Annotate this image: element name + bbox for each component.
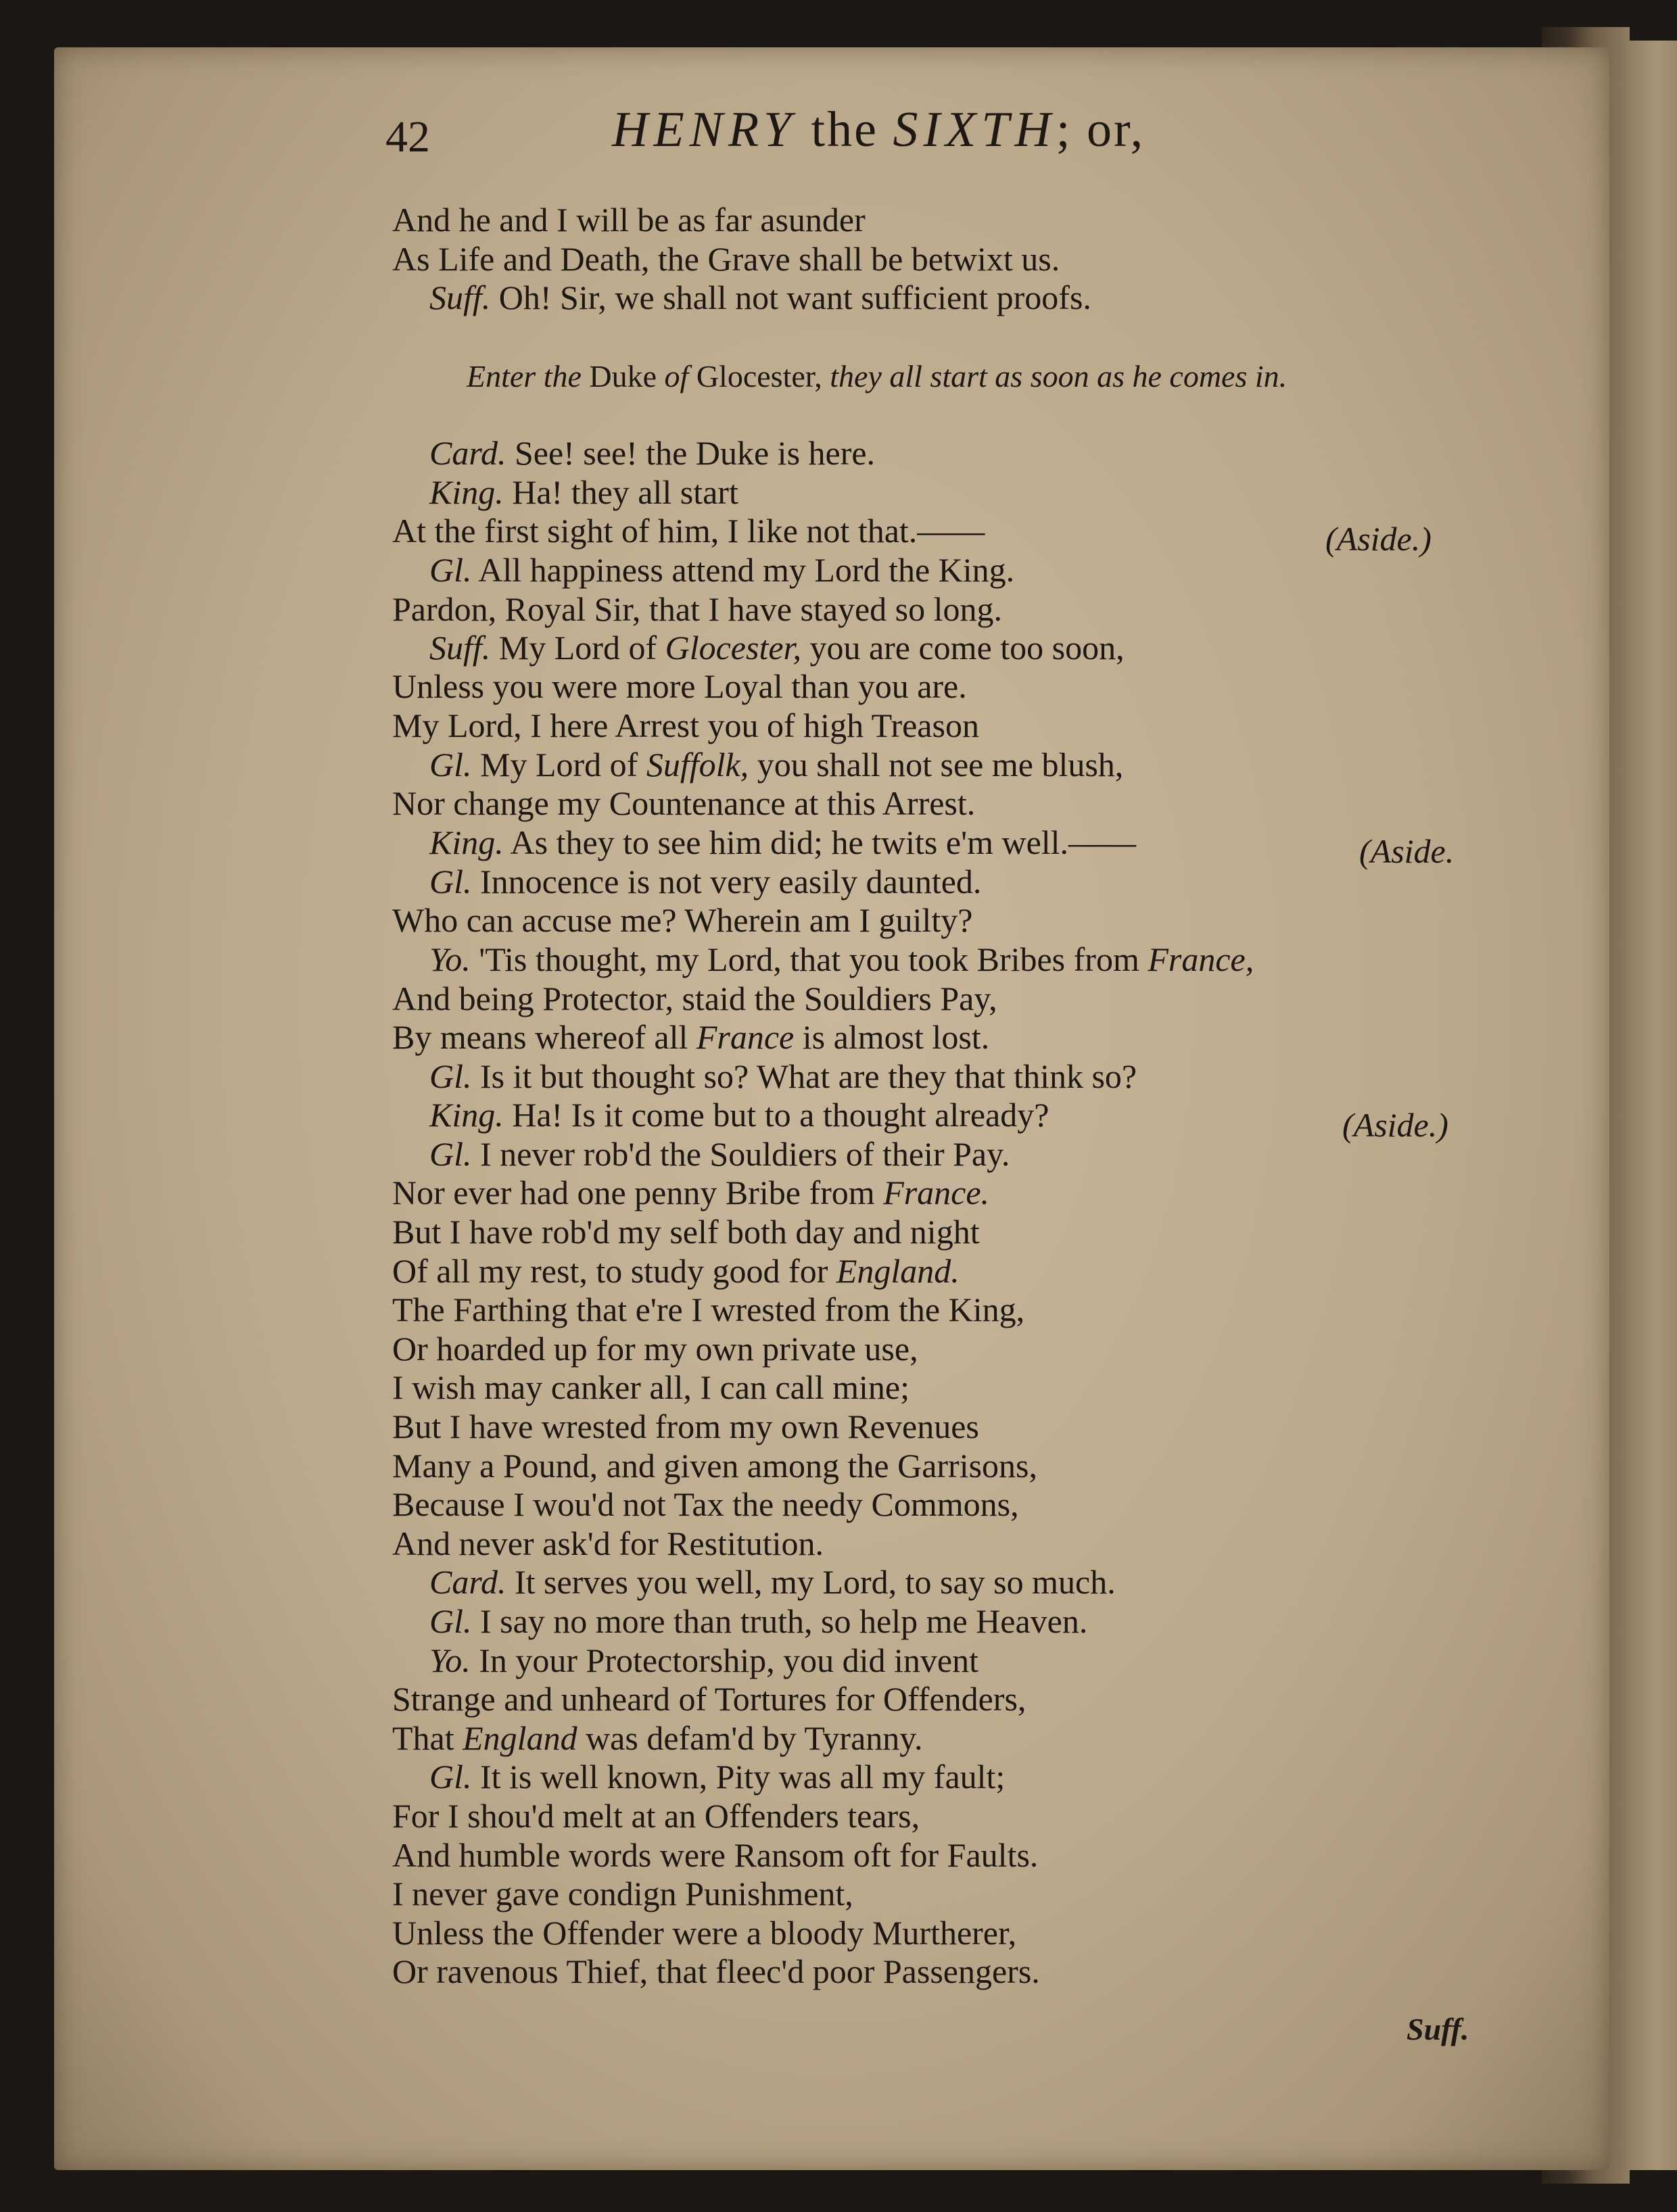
line-text: As Life and Death, the Grave shall be betwixt us. [392, 240, 1060, 278]
header-title-sixth: SIXTH [893, 102, 1056, 158]
line-text: It serves you well, my Lord, to say so much. [514, 1563, 1116, 1601]
text-line [392, 1721, 923, 1755]
text-line [392, 1332, 918, 1366]
line-text: The Farthing that e're I wrested from the King, [392, 1291, 1025, 1328]
text-line [429, 1565, 1116, 1599]
text-line [429, 1604, 1087, 1638]
line-text: And he and I will be as far asunder [392, 201, 866, 239]
stage-rest: they all start as soon as he comes in. [830, 359, 1288, 393]
text-line [429, 1760, 1005, 1794]
line-text: 'Tis thought, my Lord, that you took Bribes from [479, 940, 1139, 978]
text-line [392, 1020, 989, 1054]
line-text: But I have rob'd my self both day and night [392, 1213, 980, 1251]
text-line [392, 1487, 1019, 1521]
line-text: As they to see him did; he twits e'm well.—— [510, 823, 1137, 861]
speaker-name: Card. [429, 1563, 506, 1601]
text-line [392, 514, 985, 548]
line-text: See! see! the Duke is here. [514, 434, 876, 472]
text-line [392, 1293, 1024, 1326]
text-line [429, 281, 1091, 314]
header-title-henry: HENRY [612, 102, 797, 158]
line-text-after: was defam'd by Tyranny. [586, 1719, 923, 1757]
text-line [392, 1410, 979, 1443]
header-title-tail: ; or, [1056, 102, 1145, 158]
stage-of: of [664, 359, 689, 393]
line-text: At the first sight of him, I like not that.—— [392, 512, 985, 550]
speaker-name: Gl. [429, 1135, 472, 1173]
text-line [392, 1449, 1037, 1483]
text-line [392, 1682, 1026, 1716]
text-line [429, 436, 875, 470]
line-text: Unless you were more Loyal than you are. [392, 667, 967, 705]
line-text: For I shou'd melt at an Offenders tears, [392, 1797, 920, 1835]
text-line [429, 865, 981, 898]
speaker-name: Card. [429, 434, 506, 472]
text-line [392, 203, 866, 237]
line-text: My Lord, I here Arrest you of high Treason [392, 706, 979, 744]
text-line [392, 1838, 1038, 1872]
text-line [392, 903, 972, 937]
speaker-name: Gl. [429, 746, 472, 784]
text-line [392, 669, 967, 703]
text-line [429, 553, 1014, 587]
text-line [429, 942, 1254, 976]
aside-marker-1: (Aside.) [1325, 520, 1432, 558]
line-text: Nor ever had one penny Bribe from [392, 1174, 875, 1211]
line-text: And being Protector, staid the Souldiers Pay, [392, 980, 997, 1017]
line-text: All happiness attend my Lord the King. [478, 551, 1015, 589]
line-text: By means whereof all [392, 1018, 688, 1056]
line-text-after: you shall not see me blush, [757, 746, 1124, 784]
line-text: I never gave condign Punishment, [392, 1875, 853, 1913]
line-text: Ha! Is it come but to a thought already? [512, 1096, 1049, 1134]
line-text: Or hoarded up for my own private use, [392, 1330, 918, 1368]
text-line [392, 1875, 853, 1913]
running-header [612, 101, 1145, 159]
italic-word: Glocester, [665, 629, 801, 667]
line-text: Nor change my Countenance at this Arrest. [392, 784, 976, 822]
speaker-name: Gl. [429, 1057, 472, 1095]
speaker-name: King. [429, 473, 504, 511]
text-line [392, 242, 1060, 276]
line-text-after: is almost lost. [802, 1018, 990, 1056]
speaker-name: Suff. [429, 279, 491, 316]
line-text-after: you are come too soon, [809, 629, 1125, 667]
text-line [429, 1059, 1137, 1093]
italic-word: England [463, 1719, 577, 1757]
speaker-name: Gl. [429, 551, 472, 589]
line-text: Innocence is not very easily daunted. [480, 863, 982, 900]
line-text: And humble words were Ransom oft for Faults. [392, 1836, 1039, 1874]
line-text: Because I wou'd not Tax the needy Commons, [392, 1485, 1019, 1523]
text-line [392, 708, 979, 742]
catchword: Suff. [1407, 2012, 1469, 2046]
line-text: Is it but thought so? What are they that think so? [480, 1057, 1137, 1095]
page-number: 42 [385, 112, 430, 162]
stage-duke: Duke [589, 359, 657, 393]
text-line [429, 748, 1123, 782]
speaker-name: King. [429, 1096, 504, 1134]
line-text: Pardon, Royal Sir, that I have stayed so long. [392, 590, 1003, 628]
line-text: Strange and unheard of Tortures for Offenders, [392, 1680, 1026, 1718]
italic-word: France. [883, 1174, 990, 1211]
speaker-name: Gl. [429, 1758, 472, 1796]
text-line [392, 1799, 920, 1833]
stage-enter: Enter the [467, 359, 582, 393]
italic-word: Suffolk, [646, 746, 749, 784]
text-line [429, 1137, 1010, 1171]
text-line [392, 1916, 1016, 1950]
text-line [392, 592, 1002, 626]
stage-name: Glocester, [696, 359, 822, 393]
facing-page-edge [1626, 41, 1677, 2170]
line-text: Or ravenous Thief, that fleec'd poor Passengers. [392, 1952, 1040, 1990]
text-line [392, 1954, 1040, 1988]
text-line [429, 631, 1125, 665]
speaker-name: Yo. [429, 940, 471, 978]
speaker-name: Suff. [429, 629, 491, 667]
italic-word: France, [1148, 940, 1254, 978]
text-line [392, 1370, 910, 1404]
line-text: I wish may canker all, I can call mine; [392, 1368, 910, 1406]
line-text: Who can accuse me? Wherein am I guilty? [392, 901, 973, 939]
line-text: Oh! Sir, we shall not want sufficient proofs. [498, 279, 1091, 316]
line-text: Many a Pound, and given among the Garrisons, [392, 1447, 1038, 1485]
text-line [392, 1215, 980, 1249]
line-text: My Lord of [480, 746, 638, 784]
line-text: I say no more than truth, so help me Heaven. [480, 1602, 1088, 1640]
line-text: But I have wrested from my own Revenues [392, 1408, 979, 1445]
speaker-name: King. [429, 823, 504, 861]
line-text: In your Protectorship, you did invent [479, 1641, 979, 1679]
text-line [429, 825, 1136, 859]
line-text: Ha! they all start [512, 473, 738, 511]
line-text: It is well known, Pity was all my fault; [480, 1758, 1006, 1796]
text-line [392, 1176, 989, 1209]
speaker-name: Gl. [429, 863, 472, 900]
text-line [429, 1643, 978, 1677]
aside-marker-3: (Aside.) [1342, 1106, 1448, 1144]
text-line [392, 982, 997, 1015]
text-line [429, 475, 738, 509]
speaker-name: Yo. [429, 1641, 471, 1679]
text-line [392, 1254, 960, 1288]
line-text: I never rob'd the Souldiers of their Pay. [480, 1135, 1010, 1173]
speaker-name: Gl. [429, 1602, 472, 1640]
text-line [429, 1098, 1049, 1132]
text-line [392, 786, 975, 820]
header-title-the: the [811, 102, 878, 158]
line-text: And never ask'd for Restitution. [392, 1524, 824, 1562]
aside-marker-2: (Aside. [1359, 832, 1455, 870]
stage-direction [467, 358, 1287, 394]
italic-word: England. [836, 1252, 960, 1290]
line-text: Unless the Offender were a bloody Murtherer, [392, 1914, 1017, 1952]
line-text: Of all my rest, to study good for [392, 1252, 828, 1290]
text-line [392, 1526, 824, 1560]
line-text: My Lord of [498, 629, 657, 667]
italic-word: France [696, 1018, 795, 1056]
line-text: That [392, 1719, 454, 1757]
